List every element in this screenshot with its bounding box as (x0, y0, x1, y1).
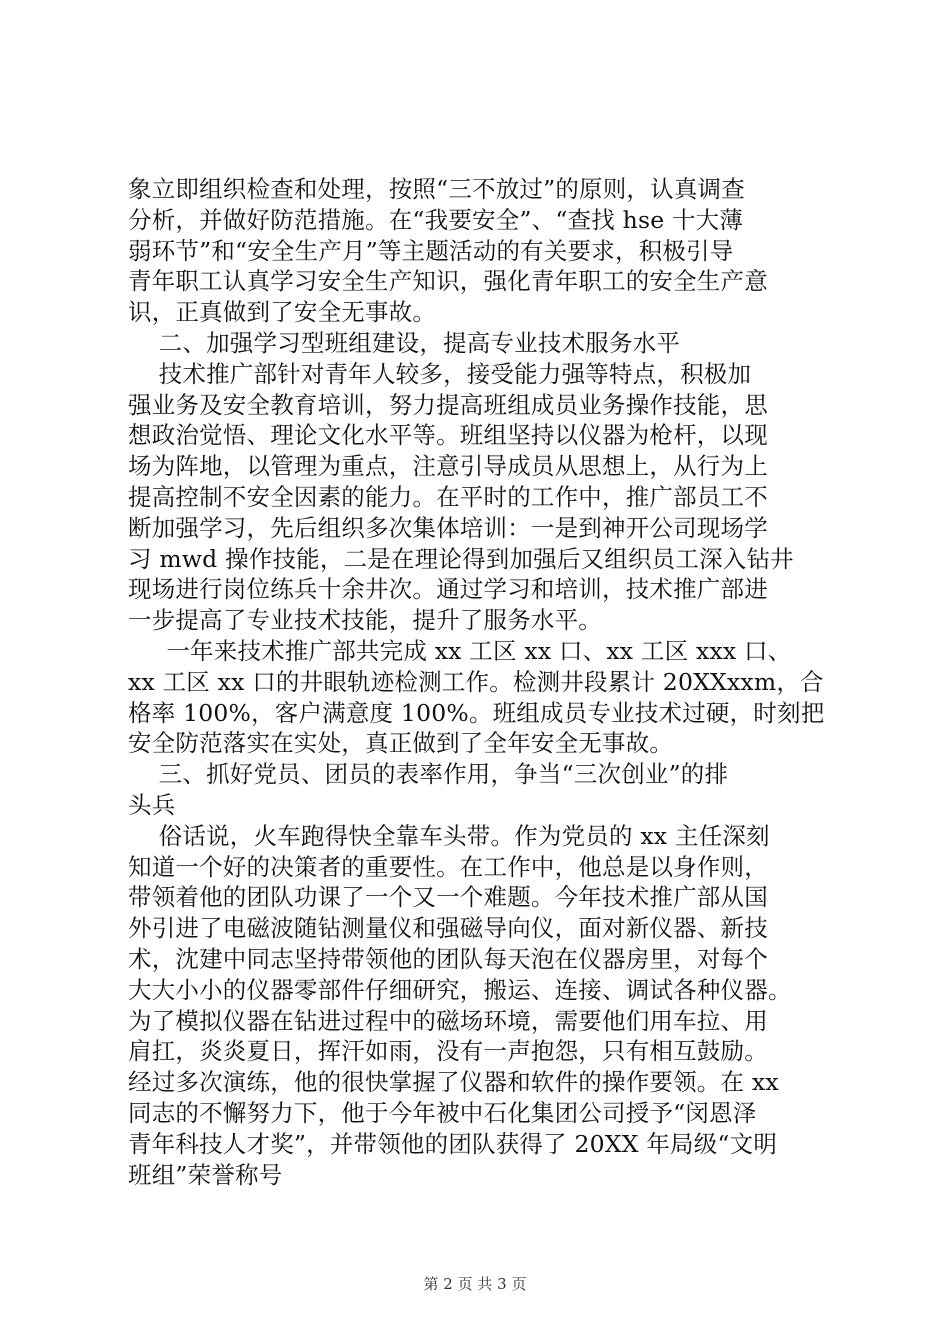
text-line: 同志的不懈努力下，他于今年被中石化集团公司授予“闵恩泽 (128, 1098, 757, 1127)
text-line: 班组”荣誉称号 (128, 1160, 283, 1189)
document-body (128, 174, 834, 1190)
text-line: 一步提高了专业技术技能，提升了服务水平。 (128, 606, 602, 635)
section-heading: 头兵 (128, 790, 176, 819)
text-line: 青年科技人才奖”，并带领他的团队获得了 20XX 年局级“文明 (128, 1129, 778, 1158)
section-heading: 二、加强学习型班组建设，提高专业技术服务水平 (128, 328, 681, 357)
text-line: 安全防范落实在实处，真正做到了全年安全无事故。 (128, 729, 674, 758)
text-line: 习 mwd 操作技能，二是在理论得到加强后又组织员工深入钻井 (128, 544, 794, 573)
text-line: 知道一个好的决策者的重要性。在工作中，他总是以身作则， (128, 852, 768, 881)
text-line: 分析，并做好防范措施。在“我要安全”、“查找 hse 十大薄 (128, 205, 744, 234)
text-line: 弱环节”和“安全生产月”等主题活动的有关要求，积极引导 (128, 236, 734, 265)
text-line: 技术推广部针对青年人较多，接受能力强等特点，积极加 (128, 359, 752, 388)
text-line: 肩扛，炎炎夏日，挥汗如雨，没有一声抱怨，只有相互鼓励。 (128, 1037, 768, 1066)
text-line: 断加强学习，先后组织多次集体培训：一是到神开公司现场学 (128, 513, 768, 542)
text-line: 现场进行岗位练兵十余井次。通过学习和培训，技术推广部进 (128, 575, 768, 604)
section-heading: 三、抓好党员、团员的表率作用，争当“三次创业”的排 (128, 760, 729, 789)
text-line: 想政治觉悟、理论文化水平等。班组坚持以仪器为枪杆，以现 (128, 421, 768, 450)
page-number-footer: 第 2 页 共 3 页 (423, 1275, 527, 1293)
text-line: xx 工区 xx 口的井眼轨迹检测工作。检测井段累计 20XXxxm，合 (128, 667, 824, 696)
text-line: 外引进了电磁波随钻测量仪和强磁导向仪，面对新仪器、新技 (128, 914, 768, 943)
text-line: 识，正真做到了安全无事故。 (128, 298, 437, 327)
text-line: 经过多次演练，他的很快掌握了仪器和软件的操作要领。在 xx (128, 1068, 779, 1097)
text-line: 提高控制不安全因素的能力。在平时的工作中，推广部员工不 (128, 482, 768, 511)
text-line: 术，沈建中同志坚持带领他的团队每天泡在仪器房里，对每个 (128, 944, 768, 973)
text-line: 一年来技术推广部共完成 xx 工区 xx 口、xx 工区 xxx 口、 (128, 636, 792, 665)
text-line: 强业务及安全教育培训，努力提高班组成员业务操作技能，思 (128, 390, 768, 419)
text-line: 大大小小的仪器零部件仔细研究，搬运、连接、调试各种仪器。 (128, 975, 792, 1004)
text-line: 场为阵地，以管理为重点，注意引导成员从思想上，从行为上 (128, 452, 768, 481)
text-line: 格率 100%，客户满意度 100%。班组成员专业技术过硬，时刻把 (128, 698, 825, 727)
text-line: 象立即组织检查和处理，按照“三不放过”的原则，认真调查 (128, 175, 745, 203)
text-line: 带领着他的团队功课了一个又一个难题。今年技术推广部从国 (128, 883, 768, 912)
text-line: 为了模拟仪器在钻进过程中的磁场环境，需要他们用车拉、用 (128, 1006, 768, 1035)
text-line: 青年职工认真学习安全生产知识，强化青年职工的安全生产意 (128, 267, 768, 296)
text-line: 俗话说，火车跑得快全靠车头带。作为党员的 xx 主任深刻 (128, 821, 770, 850)
